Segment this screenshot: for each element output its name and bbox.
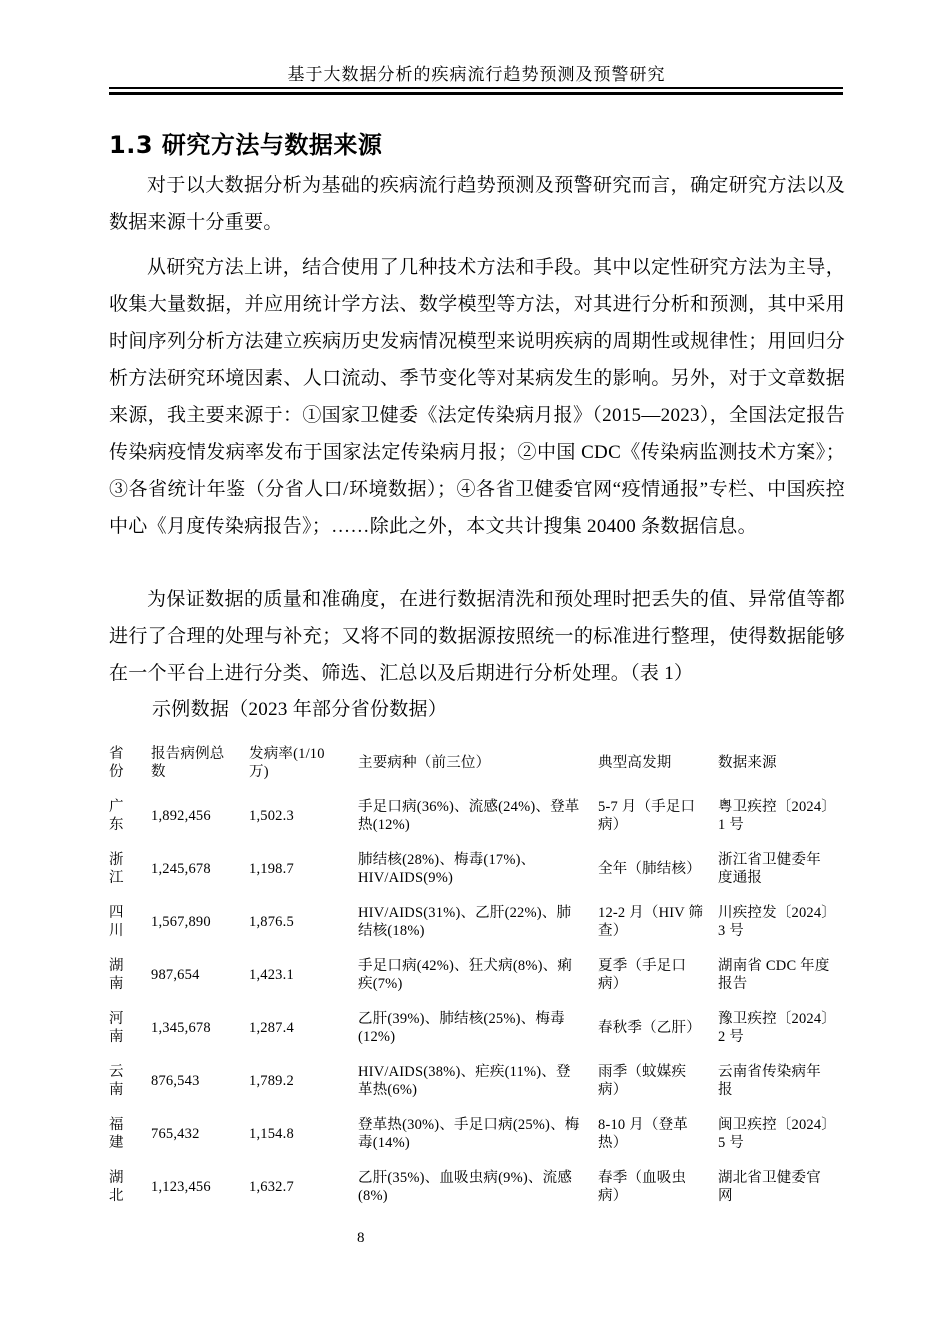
table-row	[109, 896, 846, 949]
cell-province: 湖南	[109, 958, 124, 992]
cell-rate: 1,287.4	[249, 1019, 294, 1036]
table-header-province: 省份	[109, 746, 124, 780]
table-header-row	[109, 737, 846, 790]
table-caption: 示例数据（2023 年部分省份数据）	[152, 699, 448, 720]
table-row	[109, 1108, 846, 1161]
cell-peak: 春秋季（乙肝）	[598, 1019, 701, 1036]
cell-province: 广东	[109, 799, 124, 833]
cell-rate: 1,423.1	[249, 966, 294, 983]
cell-diseases: 手足口病(42%)、狂犬病(8%)、痢疾(7%)	[358, 958, 573, 992]
page-number: 8	[357, 1230, 365, 1246]
cell-peak: 夏季（手足口病）	[598, 958, 687, 992]
table-row	[109, 790, 846, 843]
cell-cases: 1,123,456	[151, 1178, 211, 1195]
table-header-source: 数据来源	[718, 754, 777, 771]
table-row	[109, 1161, 846, 1214]
cell-rate: 1,632.7	[249, 1178, 294, 1195]
cell-cases: 1,245,678	[151, 860, 211, 877]
table-header-cases: 报告病例总数	[151, 746, 225, 780]
paragraph-intro: 对于以大数据分析为基础的疾病流行趋势预测及预警研究而言，确定研究方法以及数据来源十分重要。	[109, 175, 845, 233]
cell-peak: 5-7 月（手足口病）	[598, 799, 696, 833]
cell-cases: 1,345,678	[151, 1019, 211, 1036]
cell-province: 湖北	[109, 1170, 124, 1204]
cell-source: 豫卫疾控〔2024〕2 号	[718, 1011, 829, 1045]
cell-cases: 1,567,890	[151, 913, 211, 930]
paragraph-data-quality: 为保证数据的质量和准确度，在进行数据清洗和预处理时把丢失的值、异常值等都进行了合理的处理与补充；又将不同的数据源按照统一的标准进行整理，使得数据能够在一个平台上进行分类、筛选、汇总以及后期进行分析处理。（表 1）	[109, 589, 845, 684]
cell-rate: 1,876.5	[249, 913, 294, 930]
cell-diseases: 登革热(30%)、手足口病(25%)、梅毒(14%)	[358, 1117, 580, 1151]
table-row	[109, 949, 846, 1002]
cell-province: 福建	[109, 1117, 124, 1151]
cell-diseases: HIV/AIDS(31%)、乙肝(22%)、肺结核(18%)	[358, 905, 572, 939]
cell-source: 湖南省 CDC 年度报告	[718, 958, 830, 992]
cell-source: 浙江省卫健委年度通报	[718, 852, 821, 886]
cell-peak: 8-10 月（登革热）	[598, 1117, 689, 1151]
cell-source: 川疾控发〔2024〕3 号	[718, 905, 829, 939]
header-double-rule	[109, 87, 843, 95]
cell-peak: 春季（血吸虫病）	[598, 1170, 687, 1204]
cell-rate: 1,789.2	[249, 1072, 294, 1089]
table-header-diseases: 主要病种（前三位）	[358, 754, 491, 771]
table-header-peak: 典型高发期	[598, 754, 672, 771]
cell-source: 闽卫疾控〔2024〕5 号	[718, 1117, 829, 1151]
table-row	[109, 1002, 846, 1055]
cell-rate: 1,154.8	[249, 1125, 294, 1142]
table-row	[109, 1055, 846, 1108]
table-header-rate: 发病率(1/10 万)	[249, 746, 325, 780]
cell-province: 云南	[109, 1064, 124, 1098]
cell-cases: 765,432	[151, 1125, 200, 1142]
cell-province: 四川	[109, 905, 124, 939]
cell-diseases: HIV/AIDS(38%)、疟疾(11%)、登革热(6%)	[358, 1064, 571, 1098]
cell-cases: 987,654	[151, 966, 200, 983]
cell-diseases: 乙肝(35%)、血吸虫病(9%)、流感(8%)	[358, 1170, 573, 1204]
paragraph-methods-sources: 从研究方法上讲，结合使用了几种技术方法和手段。其中以定性研究方法为主导，收集大量数据，并应用统计学方法、数学模型等方法，对其进行分析和预测，其中采用时间序列分析方法建立疾病历史发病情况模型来说明疾病的周期性或规律性；用回归分析方法研究环境因素、人口流动、季节变化等对某病发生的影响。另外，对于文章数据来源，我主要来源于：①国家卫健委《法定传染病月报》（2015—2023），全国法定报告传染病疫情发病率发布于国家法定传染病月报；②中国 CDC《传染病监测技术方案》；③各省统计年鉴（分省人口/环境数据）；④各省卫健委官网“疫情通报”专栏、中国疾控中心《月度传染病报告》；……除此之外，本文共计搜集 20400 条数据信息。	[109, 257, 845, 537]
section-heading: 1.3 研究方法与数据来源	[109, 131, 383, 160]
cell-peak: 全年（肺结核）	[598, 860, 701, 877]
running-head-title: 基于大数据分析的疾病流行趋势预测及预警研究	[287, 65, 666, 84]
cell-cases: 1,892,456	[151, 807, 211, 824]
sample-data-table-wrap	[109, 737, 846, 1214]
cell-diseases: 乙肝(39%)、肺结核(25%)、梅毒(12%)	[358, 1011, 565, 1045]
cell-cases: 876,543	[151, 1072, 200, 1089]
sample-data-table	[109, 737, 846, 1214]
cell-diseases: 肺结核(28%)、梅毒(17%)、HIV/AIDS(9%)	[358, 852, 536, 886]
table-row	[109, 843, 846, 896]
cell-source: 粤卫疾控〔2024〕1 号	[718, 799, 829, 833]
cell-province: 河南	[109, 1011, 124, 1045]
cell-rate: 1,198.7	[249, 860, 294, 877]
cell-source: 云南省传染病年报	[718, 1064, 821, 1098]
cell-diseases: 手足口病(36%)、流感(24%)、登革热(12%)	[358, 799, 580, 833]
cell-source: 湖北省卫健委官网	[718, 1170, 821, 1204]
cell-province: 浙江	[109, 852, 124, 886]
cell-peak: 12-2 月（HIV 筛查）	[598, 905, 704, 939]
cell-rate: 1,502.3	[249, 807, 294, 824]
cell-peak: 雨季（蚊媒疾病）	[598, 1064, 687, 1098]
